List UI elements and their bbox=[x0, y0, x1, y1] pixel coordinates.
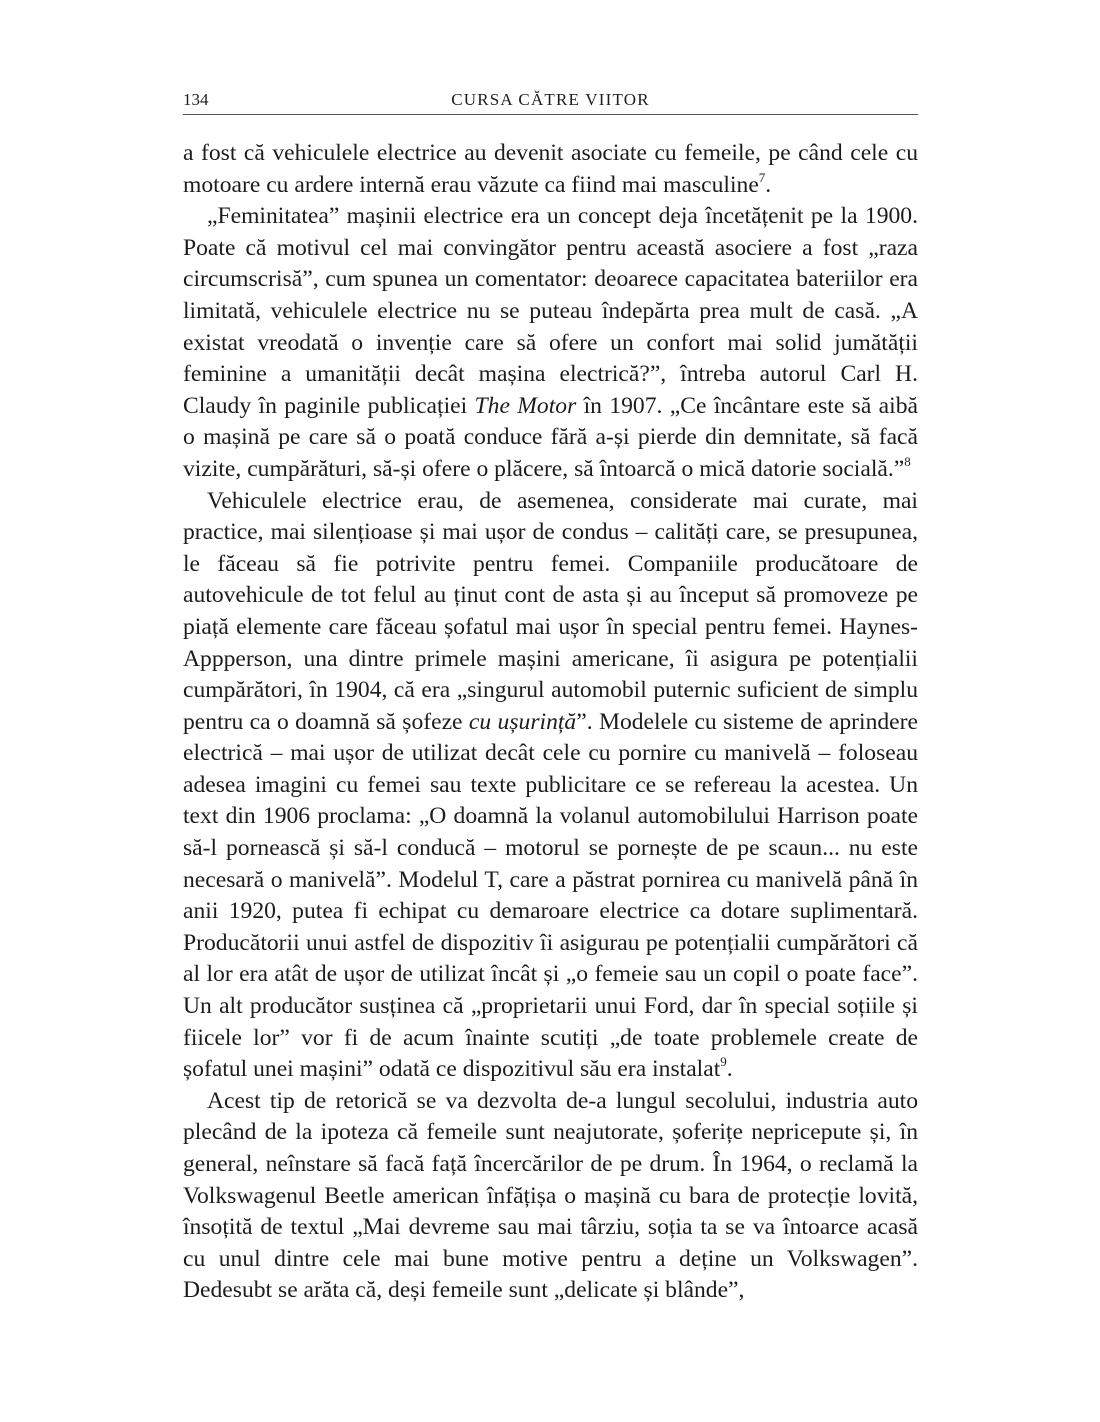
publication-title: The Motor bbox=[474, 392, 577, 419]
page-number: 134 bbox=[183, 90, 209, 109]
emphasis-text: cu ușurință bbox=[468, 708, 577, 735]
paragraph-2 bbox=[183, 201, 918, 485]
paragraph-2-text-b: în 1907. „Ce încântare este să aibă o mașină pe care să o poată conduce fără a-și pierde din demnitate, să facă vizite, cumpărături, să-și ofere o plăcere, să întoarcă o mică datorie socială.” bbox=[183, 392, 918, 482]
paragraph-2-text-a: „Feminitatea” mașinii electrice era un concept deja încetățenit pe la 1900. Poate că motivul cel mai convingător pentru această asociere a fost „raza circumscrisă”, cum spunea un comentator: deoarece capacitatea bateriilor era limitată, vehiculele electrice nu se puteau îndepărta prea mult de casă. „A existat vreodată o invenție care să ofere un confort mai solid jumătății feminine a umanității decât mașina electrică?”, întreba autorul Carl H. Claudy în paginile publicației bbox=[183, 203, 918, 419]
paragraph-4 bbox=[183, 1086, 918, 1307]
footnote-ref-8: 8 bbox=[904, 453, 911, 469]
paragraph-3-text-a: Vehiculele electrice erau, de asemenea, considerate mai curate, mai practice, mai silențioase și mai ușor de condus – calități care, se presupunea, le făceau să fie potrivite pentru femei. Companiile producătoare de autovehicule de tot felul au ținut cont de asta și au început să promoveze pe piață elemente care făceau șofatul mai ușor în special pentru femei. Haynes-Appperson, una dintre primele mașini americane, îi asigura pe potențialii cumpărători, în 1904, că era „singurul automobil puternic suficient de simplu pentru ca o doamnă să șofeze bbox=[183, 487, 918, 735]
footnote-ref-9: 9 bbox=[720, 1054, 727, 1070]
paragraph-1-end: . bbox=[765, 171, 772, 198]
paragraph-1-text: a fost că vehiculele electrice au devenit asociate cu femeile, pe când cele cu motoare cu ardere internă erau văzute ca fiind mai masculine bbox=[183, 140, 918, 198]
running-title: CURSA CĂTRE VIITOR bbox=[451, 90, 650, 109]
body-text bbox=[183, 138, 918, 1307]
paragraph-3-text-b: ”. Modelele cu sisteme de aprindere electrică – mai ușor de utilizat decât cele cu pornire cu manivelă – foloseau adesea imagini cu femei sau texte publicitare ce se refereau la acestea. Un text din 1906 proclama: „O doamnă la volanul automobilului Harrison poate să-l pornească și să-l conducă – motorul se pornește de pe scaun... nu este necesară o manivelă”. Modelul T, care a păstrat pornirea cu manivelă până în anii 1920, putea fi echipat cu demaroare electrice ca dotare suplimentară. Producătorii unui astfel de dispozitiv îi asigurau pe potențialii cumpărători că al lor era atât de ușor de utilizat încât și „o femeie sau un copil o poate face”. Un alt producător susținea că „proprietarii unui Ford, dar în special soțiile și fiicele lor” vor fi de acum înainte scutiți „de toate problemele create de șofatul unei mașini” odată ce dispozitivul său era instalat bbox=[183, 708, 918, 1083]
paragraph-3-end: . bbox=[726, 1056, 733, 1083]
paragraph-4-text: Acest tip de retorică se va dezvolta de-a lungul secolului, industria auto plecând de la ipoteza că femeile sunt neajutorate, șoferițe nepricepute și, în general, neînstare să facă față încercărilor de pe drum. În 1964, o reclamă la Volkswagenul Beetle american înfățișa o mașină cu bara de protecție lovită, însoțită de textul „Mai devreme sau mai târziu, soția ta se va întoarce acasă cu unul dintre cele mai bune motive pentru a deține un Volkswagen”. Dedesubt se arăta că, deși femeile sunt „delicate și blânde”, bbox=[183, 1087, 918, 1304]
book-page bbox=[183, 0, 918, 1422]
footnote-ref-7: 7 bbox=[758, 169, 766, 185]
running-header bbox=[183, 88, 918, 115]
paragraph-3 bbox=[183, 486, 918, 1086]
paragraph-1 bbox=[183, 138, 918, 201]
